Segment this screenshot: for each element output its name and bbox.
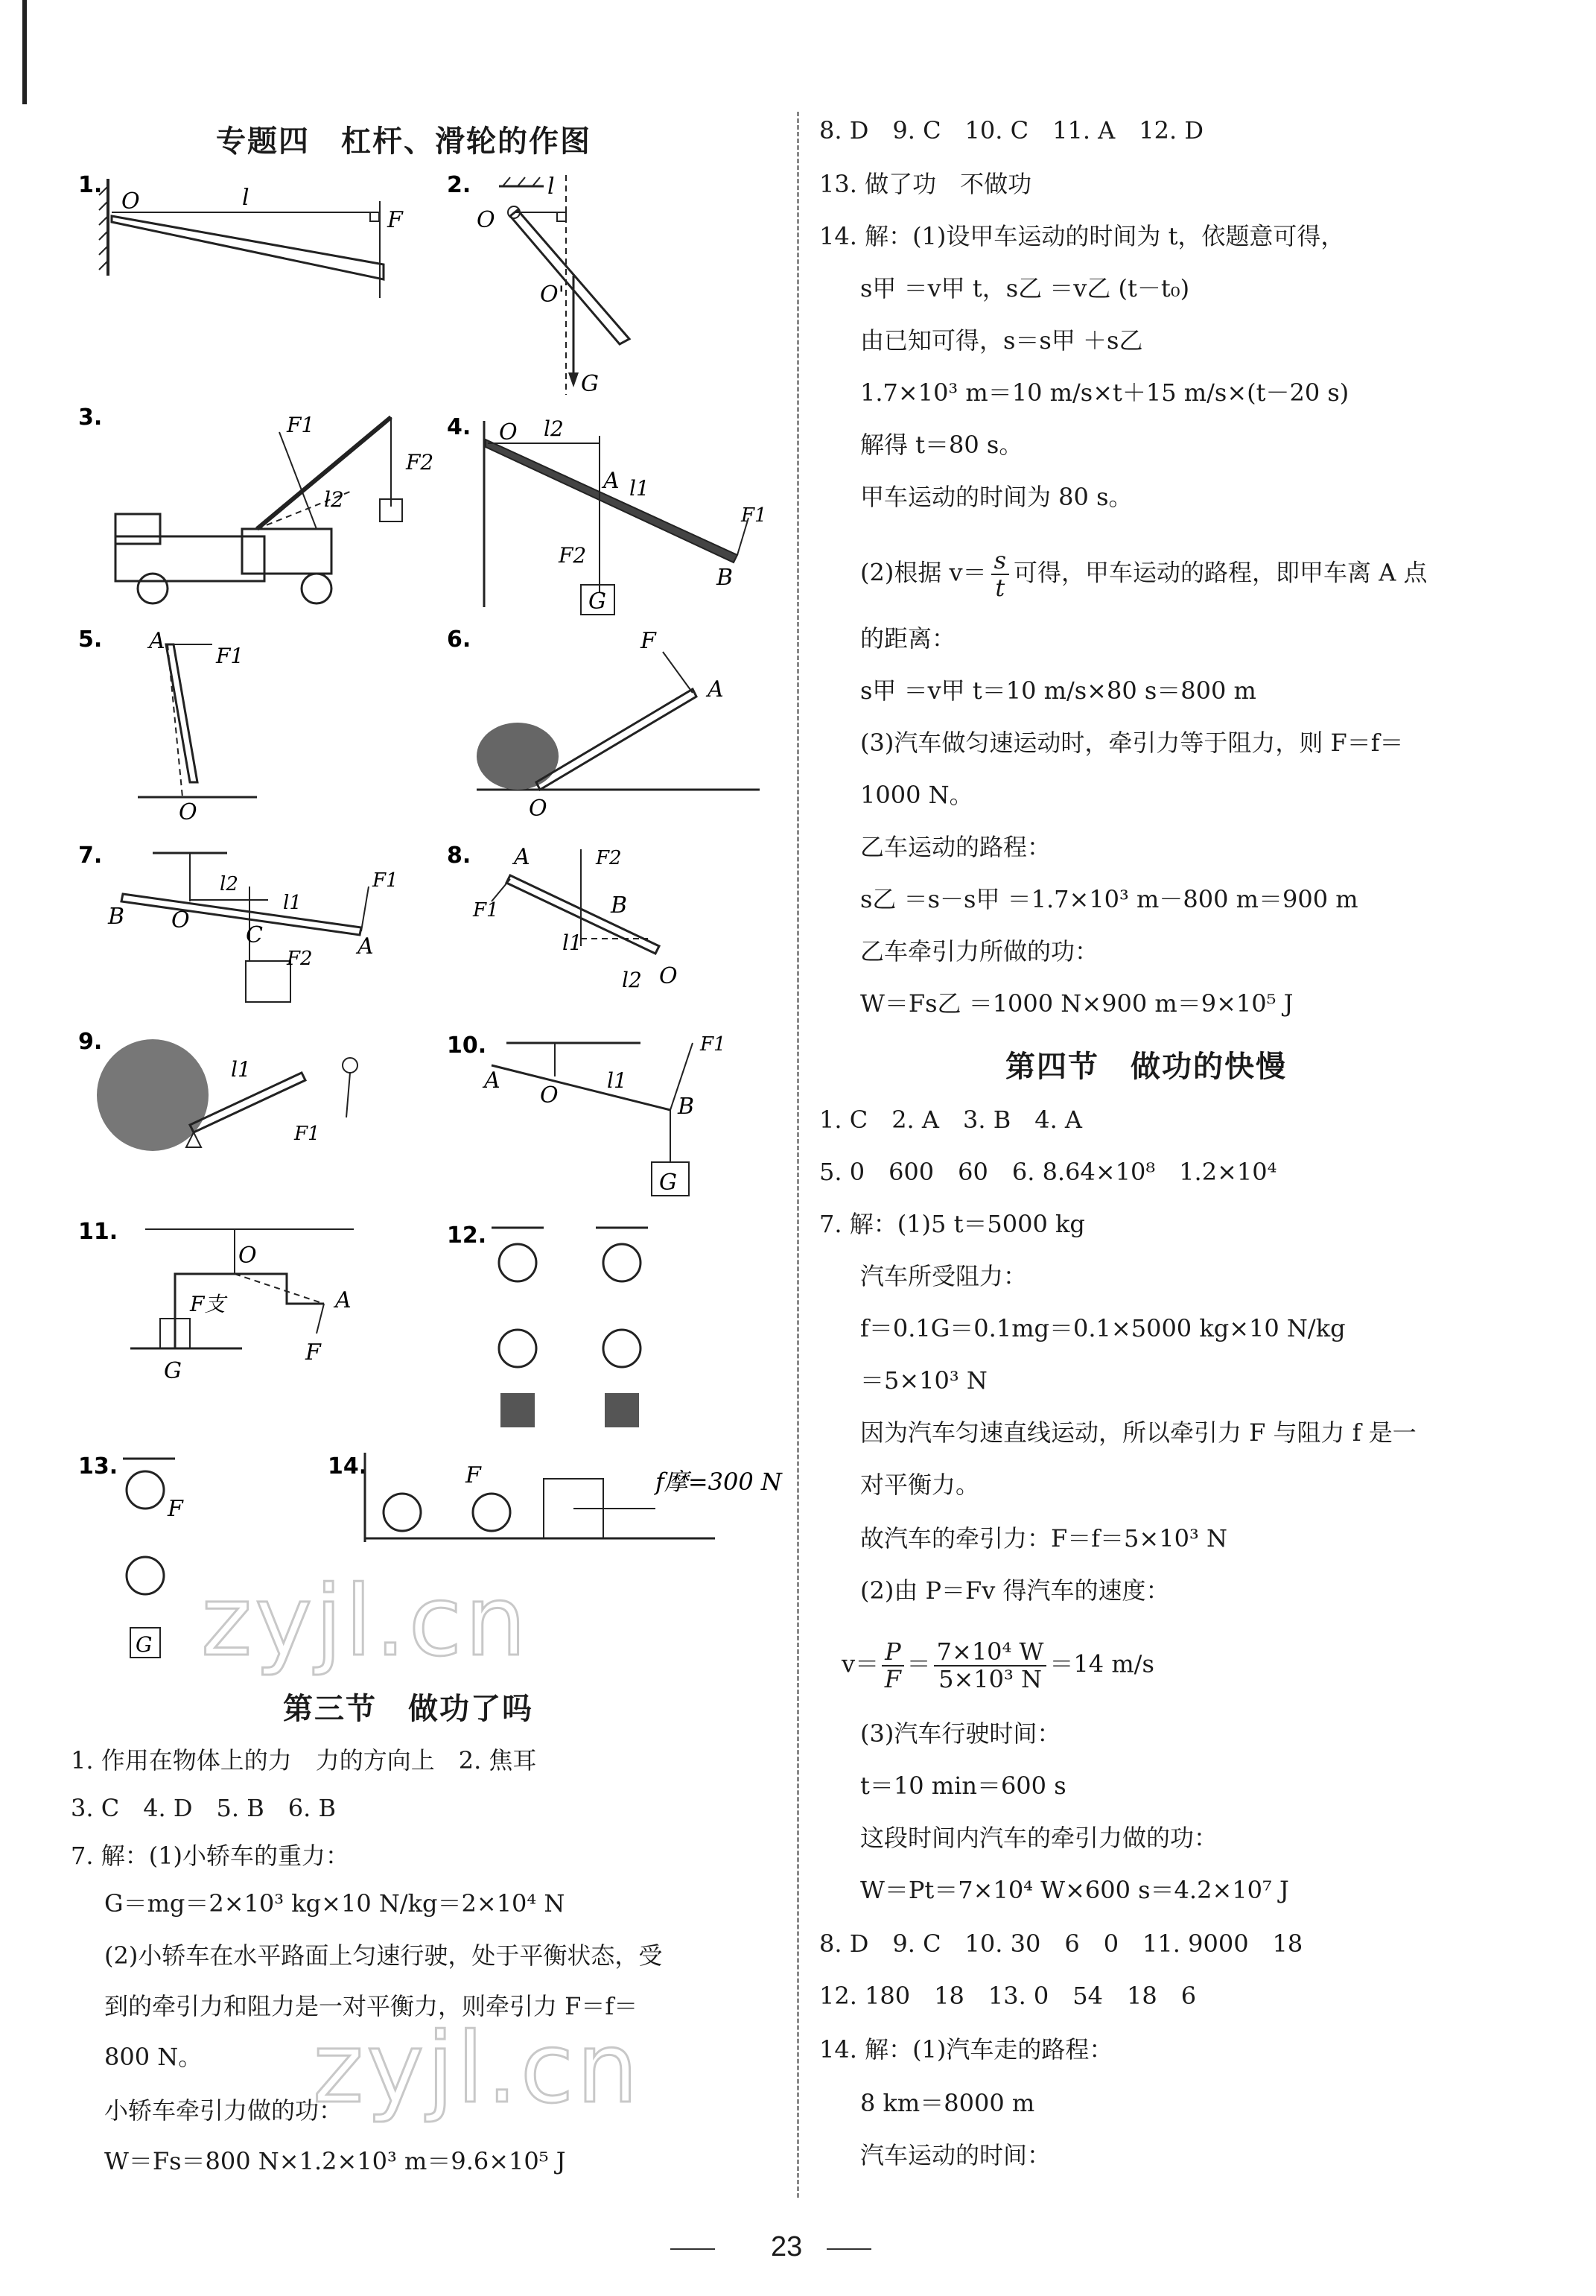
answer-line-fraction: (2)根据 v＝ $\frac{s}{t}$ 可得，甲车运动的路程，即甲车离 A 点: [860, 546, 1428, 603]
svg-text:F1: F1: [372, 869, 398, 892]
figure-10: [447, 1032, 775, 1196]
answer-line: t＝10 min＝600 s: [860, 1772, 1066, 1800]
svg-text:F支: F支: [190, 1292, 226, 1316]
svg-text:6.: 6.: [447, 627, 471, 653]
svg-text:f摩=300 N: f摩=300 N: [655, 1468, 782, 1496]
svg-text:3.: 3.: [78, 405, 103, 431]
answer-line: s甲 ＝v甲 t＝10 m/s×80 s＝800 m: [860, 676, 1256, 705]
svg-text:A: A: [335, 1287, 352, 1313]
svg-text:l1: l1: [231, 1057, 251, 1082]
answer-line: (2)由 P＝Fv 得汽车的速度：: [860, 1576, 1170, 1605]
answer-line-fraction: v＝ $\frac{P}{F}$ ＝ $\frac{\text{7×10⁴ W}}{\text{5×10³ N}}$ ＝14 m/s: [842, 1637, 1154, 1694]
svg-text:A: A: [603, 468, 620, 494]
svg-text:O: O: [179, 799, 197, 825]
answer-line: 800 N。: [104, 2043, 203, 2071]
answer-line: 1000 N。: [860, 781, 973, 809]
svg-text:l: l: [242, 185, 249, 211]
svg-text:O: O: [540, 1082, 559, 1109]
figure-11: [78, 1218, 361, 1389]
svg-text:B: B: [108, 904, 125, 930]
figure-13-pulley: [78, 1453, 212, 1661]
answer-line: 1.7×10³ m＝10 m/s×t＋15 m/s×(t－20 s): [860, 378, 1349, 407]
svg-text:7.: 7.: [78, 843, 103, 869]
figure-5: [78, 626, 302, 825]
svg-text:l1: l1: [607, 1068, 627, 1093]
figure-14: [328, 1453, 782, 1550]
svg-text:F: F: [305, 1339, 321, 1366]
svg-text:G: G: [588, 589, 606, 615]
svg-text:B: B: [611, 892, 628, 919]
answer-line: s乙 ＝s－s甲 ＝1.7×10³ m－800 m＝900 m: [860, 885, 1358, 913]
answer-line: 的距离：: [860, 624, 956, 653]
figure-1: [78, 171, 406, 298]
svg-text:l: l: [547, 174, 555, 200]
svg-text:l2: l2: [324, 487, 344, 512]
answer-line: 3. C 4. D 5. B 6. B: [71, 1794, 336, 1822]
svg-text:F2: F2: [559, 543, 587, 568]
answer-line: (3)汽车行驶时间：: [860, 1719, 1061, 1748]
svg-text:2.: 2.: [447, 172, 471, 198]
svg-text:l1: l1: [629, 476, 649, 501]
answer-line: 解得 t＝80 s。: [860, 431, 1023, 459]
svg-text:F: F: [465, 1462, 481, 1488]
svg-text:F: F: [168, 1496, 183, 1522]
svg-text:O: O: [477, 207, 495, 233]
answer-line: 甲车运动的时间为 80 s。: [860, 483, 1133, 511]
svg-text:l2: l2: [622, 968, 642, 992]
svg-text:F1: F1: [700, 1033, 726, 1056]
svg-text:F1: F1: [294, 1123, 320, 1145]
answer-line: 7. 解：(1)5 t＝5000 kg: [819, 1210, 1085, 1238]
svg-text:A: A: [149, 628, 165, 654]
svg-text:F2: F2: [406, 450, 434, 475]
answer-line: 14. 解：(1)汽车走的路程：: [819, 2035, 1113, 2064]
column-divider: [797, 112, 799, 2198]
watermark: zyjl.cn: [313, 2011, 641, 2125]
svg-text:9.: 9.: [78, 1029, 103, 1055]
answer-line: f＝0.1G＝0.1mg＝0.1×5000 kg×10 N/kg: [860, 1314, 1346, 1342]
answer-line: 汽车所受阻力：: [860, 1262, 1028, 1290]
figure-8: [447, 842, 685, 1006]
svg-text:F1: F1: [473, 899, 499, 922]
svg-text:F: F: [640, 628, 656, 654]
answer-line: 7. 解：(1)小轿车的重力：: [71, 1842, 350, 1870]
answer-line: 14. 解：(1)设甲车运动的时间为 t，依题意可得，: [819, 222, 1345, 250]
watermark: zyjl.cn: [201, 1564, 530, 1678]
figure-2: [447, 171, 640, 395]
figure-4: [447, 413, 775, 615]
answer-line: (3)汽车做匀速运动时，牵引力等于阻力，则 F＝f＝: [860, 729, 1404, 757]
svg-text:12.: 12.: [447, 1222, 487, 1249]
answer-line: 13. 做了功 不做功: [819, 170, 1032, 198]
section-title-special-4: 专题四 杠杆、滑轮的作图: [216, 124, 591, 159]
answer-line: 对平衡力。: [860, 1471, 980, 1499]
svg-text:F1: F1: [287, 413, 315, 437]
answer-line: W＝Fs乙 ＝1000 N×900 m＝9×10⁵ J: [860, 989, 1294, 1018]
answer-line: 由已知可得，s＝s甲 ＋s乙: [860, 326, 1143, 355]
page-number-dash-left: [670, 2248, 715, 2250]
answer-line: 因为汽车匀速直线运动，所以牵引力 F 与阻力 f 是一: [860, 1418, 1417, 1447]
svg-text:O: O: [529, 796, 547, 822]
answer-line: 这段时间内汽车的牵引力做的功：: [860, 1824, 1218, 1852]
section-title-3: 第三节 做功了吗: [283, 1692, 533, 1726]
svg-text:A: A: [708, 676, 724, 703]
answer-line: 乙车运动的路程：: [860, 833, 1052, 861]
answer-line: G＝mg＝2×10³ kg×10 N/kg＝2×10⁴ N: [104, 1889, 565, 1918]
answer-line: 1. C 2. A 3. B 4. A: [819, 1106, 1083, 1134]
svg-text:O: O: [659, 963, 678, 989]
svg-text:l1: l1: [562, 930, 582, 955]
answer-line: 8 km＝8000 m: [860, 2089, 1035, 2117]
svg-text:5.: 5.: [78, 627, 103, 653]
svg-text:B: B: [678, 1094, 695, 1120]
answer-line: s甲 ＝v甲 t，s乙 ＝v乙 (t－t₀): [860, 274, 1190, 302]
answer-line: 8. D 9. C 10. C 11. A 12. D: [819, 116, 1204, 145]
svg-text:C: C: [246, 922, 263, 948]
svg-text:8.: 8.: [447, 843, 471, 869]
svg-text:13.: 13.: [78, 1453, 118, 1480]
figure-7: [78, 842, 406, 1006]
answer-line: 汽车运动的时间：: [860, 2141, 1052, 2169]
svg-text:O: O: [238, 1243, 257, 1269]
figure-number: 1.: [78, 172, 103, 198]
svg-text:O: O: [171, 907, 190, 933]
svg-text:A: A: [484, 1068, 500, 1094]
svg-text:A: A: [357, 933, 374, 960]
svg-text:O: O: [121, 188, 140, 215]
answer-line: 故汽车的牵引力：F＝f＝5×10³ N: [860, 1524, 1227, 1553]
answer-line: (2)小轿车在水平路面上匀速行驶，处于平衡状态，受: [104, 1941, 663, 1970]
svg-text:11.: 11.: [78, 1219, 118, 1245]
answer-line: 到的牵引力和阻力是一对平衡力，则牵引力 F＝f＝: [104, 1992, 638, 2020]
svg-text:G: G: [136, 1632, 153, 1657]
svg-text:A: A: [514, 844, 530, 870]
svg-text:F1: F1: [741, 504, 767, 527]
answer-line: W＝Fs＝800 N×1.2×10³ m＝9.6×10⁵ J: [104, 2147, 566, 2175]
figure-9: [78, 1028, 391, 1162]
answer-line: 5. 0 600 60 6. 8.64×10⁸ 1.2×10⁴: [819, 1158, 1277, 1186]
svg-text:F2: F2: [596, 847, 622, 869]
svg-text:14.: 14.: [328, 1453, 368, 1480]
svg-text:O': O': [540, 282, 565, 308]
svg-text:l1: l1: [283, 892, 302, 914]
figure-3-crane: [78, 402, 451, 611]
figure-12-pulley: [447, 1222, 685, 1430]
answer-line: 乙车牵引力所做的功：: [860, 937, 1099, 965]
answer-line: 1. 作用在物体上的力 力的方向上 2. 焦耳: [71, 1746, 537, 1775]
svg-text:O: O: [499, 419, 518, 445]
page-number-dash-right: [827, 2248, 871, 2250]
svg-text:G: G: [581, 371, 599, 397]
svg-text:4.: 4.: [447, 414, 471, 440]
figure-6: [447, 626, 775, 822]
svg-text:F2: F2: [287, 948, 313, 970]
answer-line: W＝Pt＝7×10⁴ W×600 s＝4.2×10⁷ J: [860, 1876, 1289, 1904]
svg-text:F1: F1: [216, 644, 244, 668]
svg-text:G: G: [164, 1358, 182, 1384]
answer-line: 12. 180 18 13. 0 54 18 6: [819, 1982, 1197, 2010]
margin-rule: [22, 0, 27, 104]
page-number: 23: [771, 2231, 803, 2262]
section-title-4: 第四节 做功的快慢: [1005, 1050, 1287, 1084]
svg-text:F: F: [387, 207, 403, 233]
svg-text:10.: 10.: [447, 1033, 487, 1059]
answer-line: 8. D 9. C 10. 30 6 0 11. 9000 18: [819, 1929, 1303, 1958]
answer-line: ＝5×10³ N: [860, 1366, 988, 1395]
svg-text:l2: l2: [544, 416, 564, 441]
svg-text:l2: l2: [220, 873, 238, 895]
svg-text:B: B: [716, 565, 734, 591]
svg-text:G: G: [659, 1170, 677, 1196]
answer-line: 小轿车牵引力做的功：: [104, 2096, 343, 2125]
